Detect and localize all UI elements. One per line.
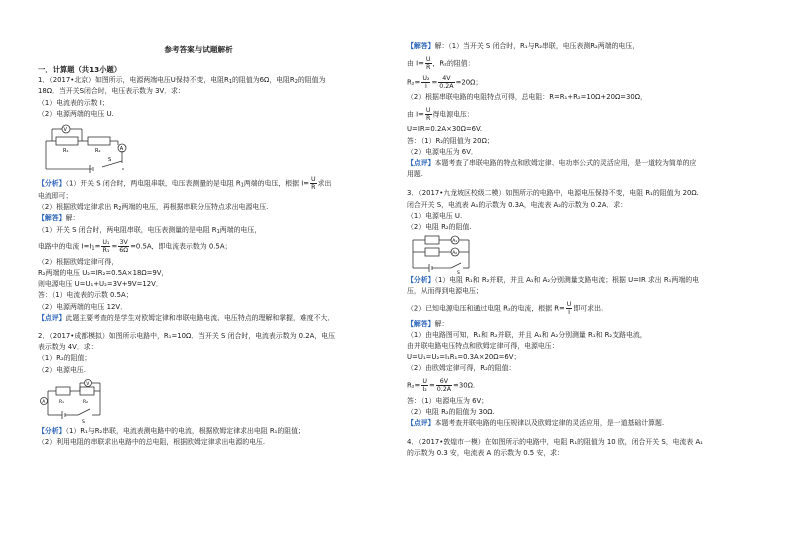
q2-fig-label-s: S	[82, 419, 85, 425]
q1-solve-line1: （1）开关 S 闭合时，两电阻串联，电压表测量的是电阻 $R_1$两端的电压，	[38, 225, 262, 235]
q2-fig-label-a: A	[42, 399, 46, 405]
q3-analysis-line2: 压，从而得到电源电压；	[407, 287, 483, 296]
q2-solve-line1: 【解答】解：（1）当开关 S 闭合时，R₁与R₂串联，电压表测R₂两端的电压，	[407, 42, 640, 50]
q2-fig-label-v: V	[86, 381, 90, 387]
q2-answer-1: 答：（1）R₂的阻值为 20Ω；	[407, 136, 494, 145]
q2-solve-line4: （2）根据串联电路的电阻特点可得，总电阻：R=R₁+R₂=10Ω+20Ω=30Ω，	[407, 93, 647, 102]
q1-answer-2: （2）电源两端的电压 12V．	[38, 302, 127, 311]
q4-stem-line1: 4．（2017•敦煌市一模）在如图所示的电路中，电阻 R₁的阻值为 10 欧，闭合开关 S，电流表 A₁	[407, 438, 703, 447]
q2-ask-1: （1）R₂的阻值；	[38, 354, 92, 363]
q3-solve-head: 【解答】解：	[407, 319, 449, 328]
q1-fig-label-r2: R₂	[95, 148, 101, 155]
q2-comment-tag: 【点评】	[407, 159, 435, 168]
q2-ask-2: （2）电源电压.	[38, 365, 86, 374]
q2-circuit-diagram	[38, 377, 118, 425]
q3-fraction-u-over-i2: $\frac{U}{\text{I₂}}$	[422, 377, 427, 393]
q1-fig-label-r1: R₁	[63, 148, 69, 155]
q1-answer-1: 答：（1）电流表的示数 0.5A；	[38, 291, 133, 300]
q1-solve-line5: 则电源电压 U=U₁+U₂=3V+9V=12V．	[38, 280, 163, 289]
q4-stem-line2: 的示数为 0.3 安，电流表 A 的示数为 0.5 安，求：	[407, 449, 564, 458]
q3-ask-2: （2）电阻 R₂的阻值.	[407, 223, 472, 232]
q3-analysis-line3: （2）已知电源电压和通过电阻 R₂的电流，根据 R= $\frac{U}{I}$ 即可求出.	[407, 300, 604, 316]
q2-solve-line2: 由 I= $\frac{U}{R}$ ，R₂的阻值：	[407, 56, 475, 72]
q1-solve-tag: 【解答】	[38, 214, 66, 223]
q1-solve-line4: R₂两端的电压 U₂=IR₂=0.5A×18Ω=9V，	[38, 269, 169, 278]
q1-analysis-tag: 【分析】	[38, 179, 66, 188]
section-heading: 一．计算题（共13小题）	[38, 65, 122, 74]
q1-solve-line2: 电路中的电流 $I=I_1=$ $\frac{\text{U₁}}{\text{R₁}}$ = $\frac{3V}{6\Omega}$ =0.5A，即电流表示数为 0.5A；	[38, 238, 232, 254]
question-1	[38, 75, 393, 324]
q2-comment-line2: 用题.	[407, 170, 423, 179]
q3-fig-label-s: S	[457, 271, 460, 275]
q1-solve-line3: （2）根据欧姆定律可得，	[38, 257, 119, 266]
q1-analysis-line3: （2）根据欧姆定律求出 $R_2$两端的电压，再根据串联分压特点求出电源电压.	[38, 203, 269, 213]
q3-answer-1: 答：（1）电源电压为 6V；	[407, 396, 489, 405]
q3-solve-line2: 由并联电路电压特点和欧姆定律可得，电源电压：	[407, 342, 559, 351]
q3-solve-line3: U=U₁=U₂=I₁R₁=0.3A×20Ω=6V；	[407, 353, 521, 362]
q1-fig-label-a: A	[119, 146, 124, 153]
q3-fig-label-a1: A₁	[452, 239, 458, 245]
q1-fig-label-v: V	[63, 127, 67, 134]
q3-solve-line4: （2）由欧姆定律可得，R₂的阻值：	[407, 364, 516, 373]
q3-fig-label-a2: A₂	[452, 251, 458, 257]
q3-comment: 【点评】本题考查并联电路的电压规律以及欧姆定律的灵活应用，是一道基础计算题.	[407, 419, 665, 428]
q3-stem-line1: 3．（2017•九龙坡区校级二模）如图所示的电路中，电源电压保持不变，电阻 R₁的阻值为 20Ω.	[407, 189, 699, 198]
q1-comment-tag: 【点评】	[38, 313, 66, 322]
q1-circuit-diagram	[38, 121, 138, 175]
q1-fraction-3v-over-6ohm: $\frac{3V}{6\Omega}$	[119, 238, 129, 254]
q1-solve-head: 【解答】解：	[38, 214, 80, 223]
q2-fraction-u-over-r: $\frac{U}{R}$	[425, 56, 431, 72]
question-2	[38, 331, 393, 448]
q1-analysis-line2: 电流即可；	[38, 192, 73, 201]
q1-fig-label-s: S	[108, 157, 112, 164]
q3-answer-2: （2）电阻 R₂的阻值为 30Ω.	[407, 407, 495, 416]
q3-analysis-tag: 【分析】	[407, 276, 435, 285]
q2-stem-line2: 表示数为 4V．求：	[38, 343, 98, 352]
q3-analysis-line1: 【分析】（1）电阻 R₁和 R₂并联，并且 A₁和 A₂分别测量支路电流；根据 U=IR 求出 R₁两端的电	[407, 276, 700, 285]
question-3	[407, 188, 763, 429]
q2-stem-line1: 2．（2017•成都模拟）如图所示电路中，R₁=10Ω．当开关 S 闭合时，电流表示数为 0.2A，电压	[38, 332, 336, 341]
question-2-continued	[407, 41, 763, 180]
q2-solve-line3: R₂= $\frac{\text{U₂}}{I}$ = $\frac{4V}{0.2A}$ =20Ω；	[407, 75, 483, 91]
q1-ask-2: （2）电源两端的电压 U.	[38, 109, 114, 118]
q2-analysis-line2: （2）利用电阻的串联求出电路中的总电阻，根据欧姆定律求出电源的电压.	[38, 438, 266, 447]
page-title: 参考答案与试题解析	[164, 45, 233, 54]
q2-answer-2: （2）电源电压为 6V．	[407, 147, 478, 156]
q2-solve-line6: U=IR=0.2A×30Ω=6V.	[407, 125, 483, 134]
q2-solve-line5: 由 I= $\frac{U}{R}$ 得电源电压：	[407, 107, 474, 123]
question-4	[407, 437, 763, 459]
q3-fraction-6v-over-02a: $\frac{6V}{0.2A}$	[436, 377, 452, 393]
q2-fig-label-r1: R₁	[59, 399, 64, 405]
q2-fraction-4v-over-02a: $\frac{4V}{0.2A}$	[439, 75, 454, 91]
left-column	[38, 64, 393, 448]
q1-analysis-line1: 【分析】（1）开关 S 闭合时，两电阻串联，电压表测量的是电阻 $R_1$两端的电压，根据 I= $\frac{U}{R}$ 求出	[38, 176, 332, 192]
q1-stem-line2: 18Ω．当开关S闭合时，电压表示数为 3V．求：	[38, 87, 185, 96]
q3-solve-tag: 【解答】	[407, 319, 435, 328]
q3-fraction-u-over-i: $\frac{U}{I}$	[566, 300, 572, 316]
q3-solve-line5: R₂= $\frac{U}{\text{I₂}}$ = $\frac{6V}{0.2A}$ =30Ω.	[407, 377, 476, 393]
q2-analysis-tag: 【分析】	[38, 426, 66, 435]
q2-analysis-line1: 【分析】（1）R₁与R₂串联，电流表测电路中的电流，根据欧姆定律求出电阻 R₁的阻值；	[38, 426, 305, 435]
right-column	[407, 41, 763, 460]
q2-solve-tag: 【解答】	[407, 42, 435, 50]
q3-solve-line1: （1）由电路图可知，R₁和 R₂并联，并且 A₁和 A₂分别测量 R₁和 R₂支路电流，	[407, 330, 647, 339]
q3-stem-line2: 闭合开关 S，电流表 A₁的示数为 0.3A，电流表 A₂的示数为 0.2A．求：	[407, 200, 628, 209]
q1-fraction-u1-over-r1: $\frac{\text{U₁}}{\text{R₁}}$	[102, 238, 110, 254]
q3-ask-1: （1）电源电压 U.	[407, 211, 463, 220]
q2-fraction-u-over-r-2: $\frac{U}{R}$	[425, 107, 431, 123]
q1-ask-1: （1）电流表的示数 I；	[38, 98, 109, 107]
q3-comment-tag: 【点评】	[407, 419, 435, 428]
q2-comment-line1: 【点评】本题考查了串联电路的特点和欧姆定律、电功率公式的灵活应用，是一道较为简单的应	[407, 159, 697, 168]
q3-circuit-diagram	[407, 234, 487, 274]
q1-fraction-u-over-r: $\frac{U}{R}$	[311, 176, 316, 192]
q1-stem-line1: 1．（2017•北京）如图所示，电源两端电压U保持不变，电阻$R_1$的阻值为6Ω，电阻$R_2$的阻值为	[38, 76, 326, 86]
q2-fig-label-r2: R₂	[83, 399, 88, 405]
q2-fraction-u2-over-i: $\frac{\text{U₂}}{I}$	[422, 75, 430, 91]
q1-comment: 【点评】此题主要考查的是学生对欧姆定律和串联电路电流、电压特点的理解和掌握，难度不大．	[38, 313, 335, 322]
